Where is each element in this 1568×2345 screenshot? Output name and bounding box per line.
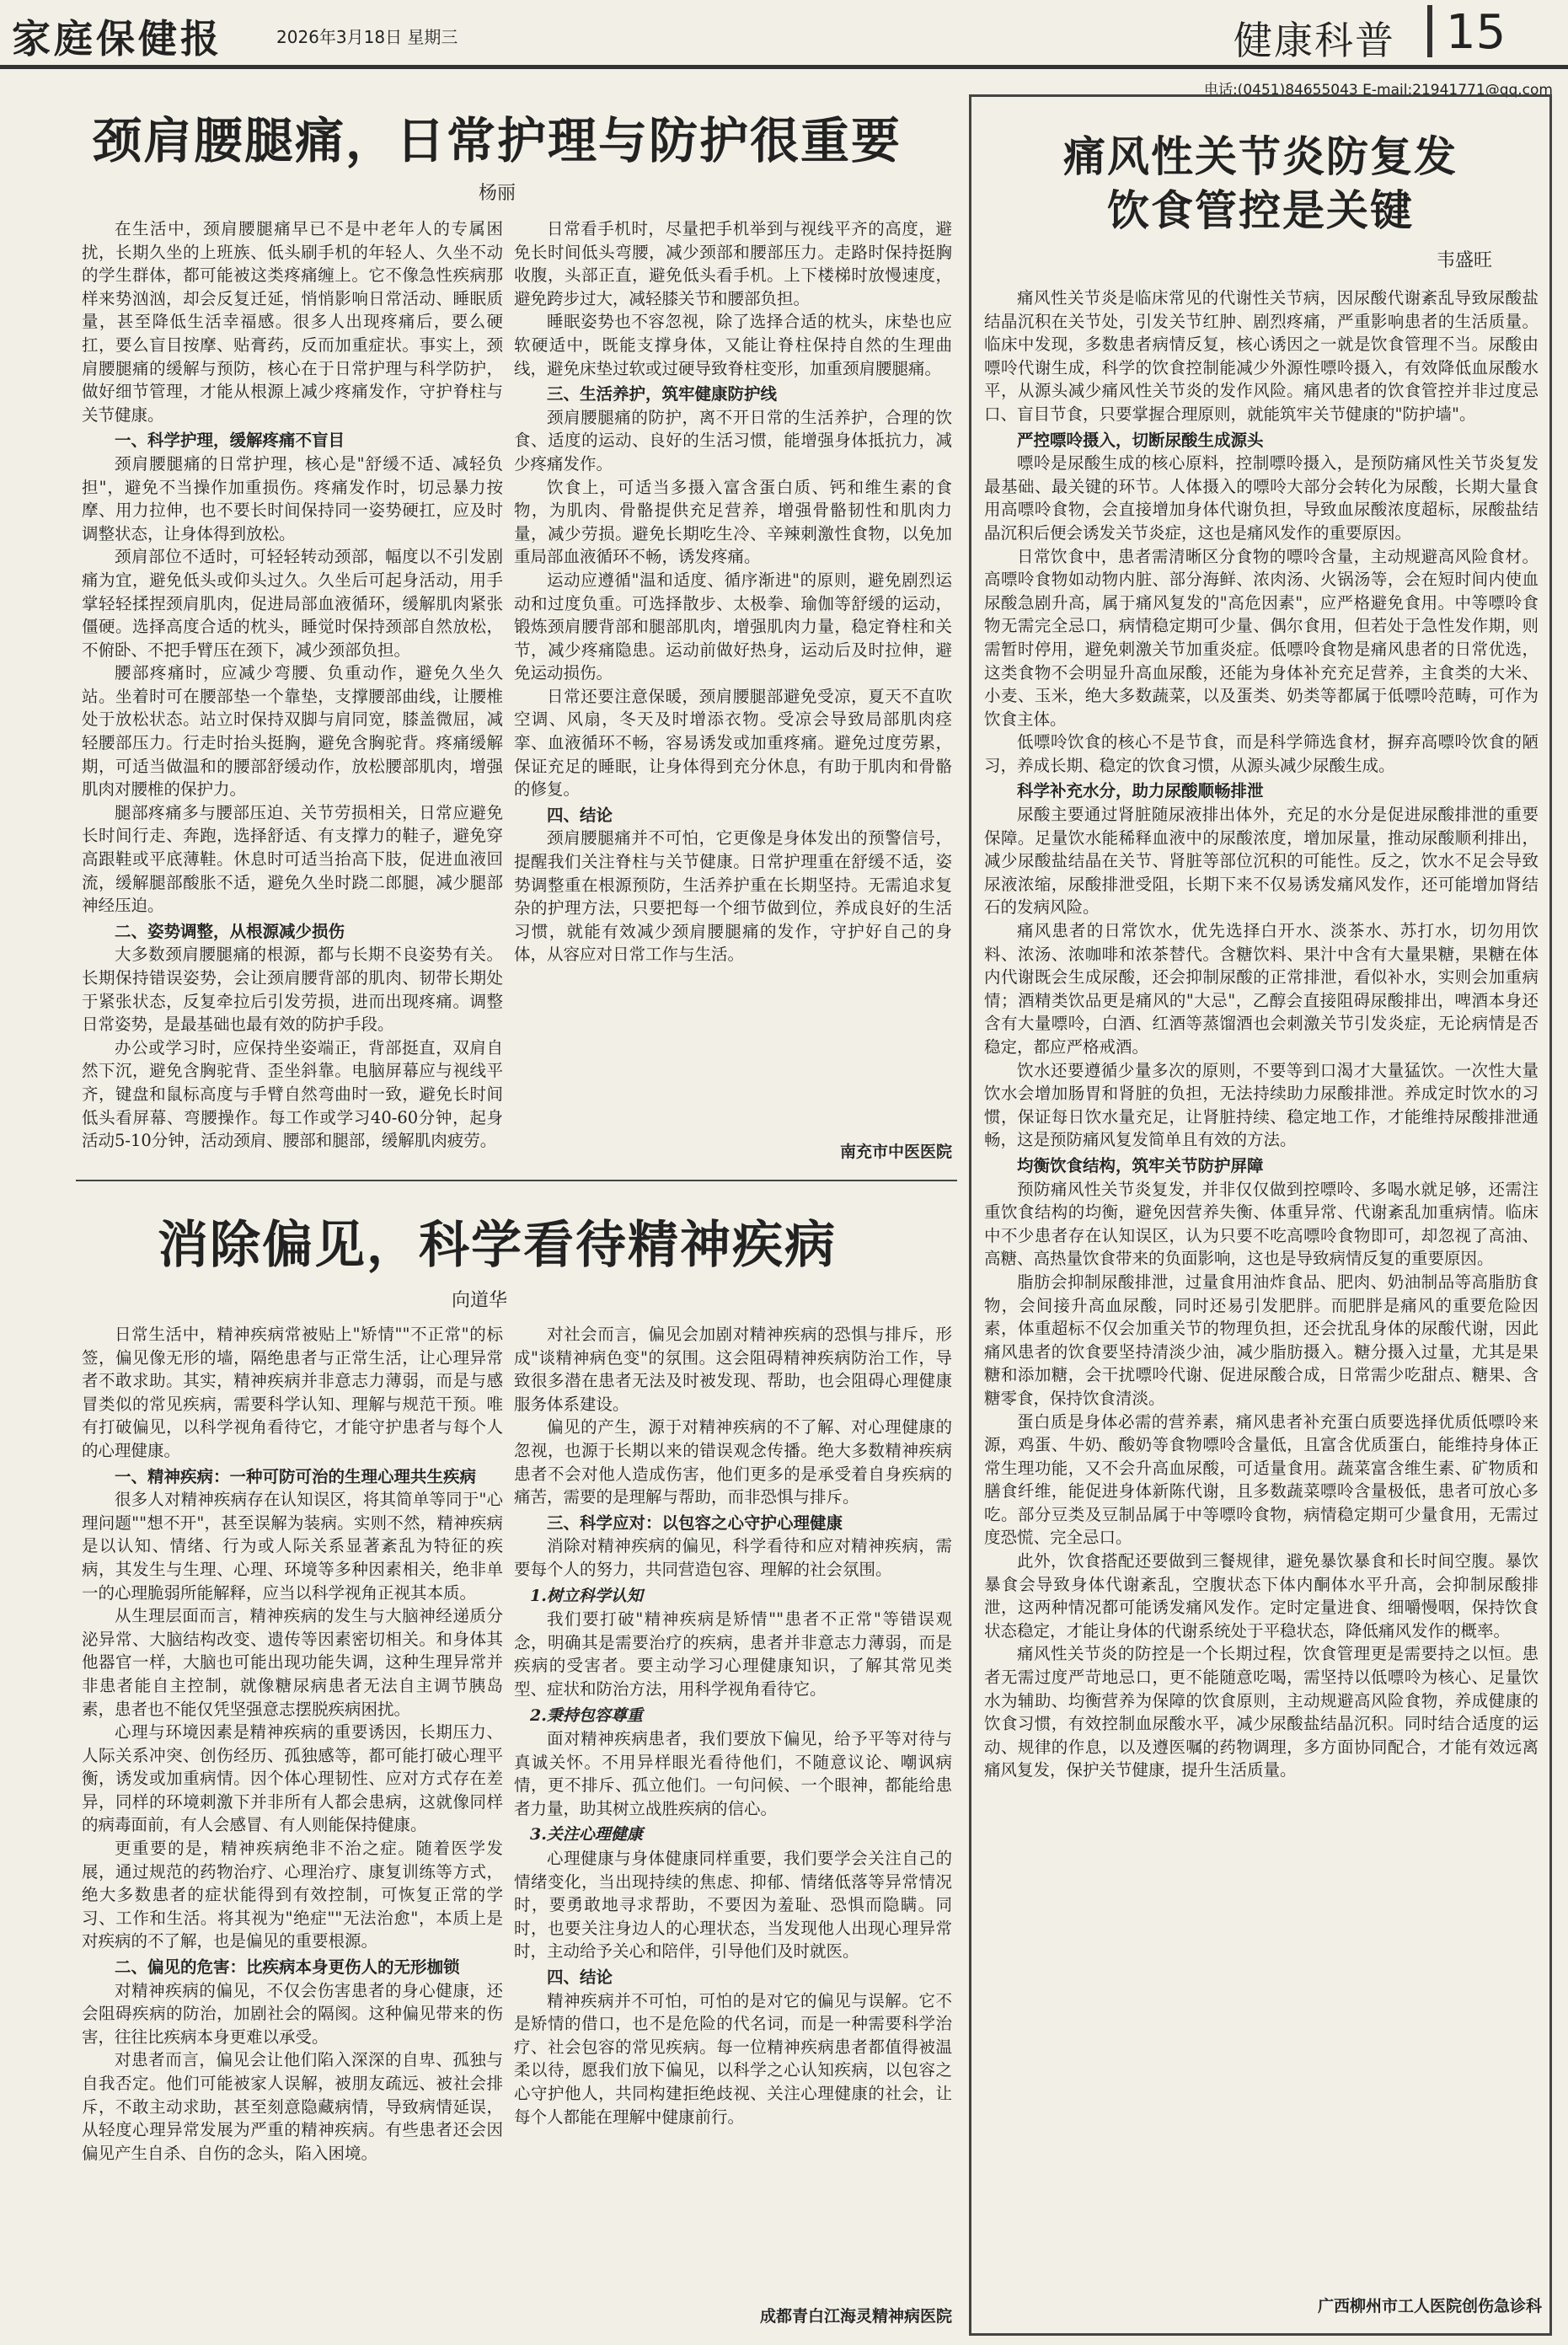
section-heading: 四、结论	[547, 805, 613, 825]
paragraph: 从生理层面而言，精神疾病的发生与大脑神经递质分泌异常、大脑结构改变、遗传等因素密切相关。和身体其他器官一样，大脑也可能出现功能失调，这种生理异常并非患者能自主控制，就像糖尿病患者无法自主调节胰岛素，患者也不能仅凭坚强意志摆脱疾病困扰。	[82, 1606, 503, 1719]
section-heading: 一、精神疾病：一种可防可治的生理心理共生疾病	[115, 1466, 477, 1486]
contact-info: 电话:(0451)84655043 E-mail:21941771@qq.com	[1203, 82, 1553, 99]
paragraph: 饮水还要遵循少量多次的原则，不要等到口渴才大量猛饮。一次性大量饮水会增加肠胃和肾脏的负担，无法持续助力尿酸排泄。养成定时饮水的习惯，保证每日饮水量充足，让肾脏持续、稳定地工作，才能维持尿酸排泄通畅，这是预防痛风复发简单且有效的方法。	[984, 1060, 1539, 1150]
paragraph: 腰部疼痛时，应减少弯腰、负重动作，避免久坐久站。坐着时可在腰部垫一个靠垫，支撑腰部曲线，让腰椎处于放松状态。站立时保持双脚与肩同宽，膝盖微屈，减轻腰部压力。行走时抬头挺胸，避免含胸驼背。疼痛缓解期，可适当做温和的腰部舒缓动作，放松腰部肌肉，增强肌肉对腰椎的保护力。	[82, 663, 503, 800]
paragraph: 心理与环境因素是精神疾病的重要诱因，长期压力、人际关系冲突、创伤经历、孤独感等，都可能打破心理平衡，诱发或加重病情。因个体心理韧性、应对方式存在差异，同样的环境刺激下并非所有人都会患病，这就像同样的病毒面前，有人会感冒、有人则能保持健康。	[82, 1722, 503, 1835]
paragraph: 颈肩腰腿痛的日常护理，核心是"舒缓不适、减轻负担"，避免不当操作加重损伤。疼痛发作时，切忌暴力按摩、用力拉伸，也不要长时间保持同一姿势硬扛，应及时调整状态，让身体得到放松。	[82, 453, 503, 543]
paragraph: 颈肩部位不适时，可轻轻转动颈部，幅度以不引发剧痛为宜，避免低头或仰头过久。久坐后可起身活动，用手掌轻轻揉捏颈肩肌肉，促进局部血液循环，缓解肌肉紧张僵硬。选择高度合适的枕头，睡觉时保持颈部自然放松，不俯卧、不把手臂压在颈下，减少颈部负担。	[82, 547, 503, 660]
paragraph: 大多数颈肩腰腿痛的根源，都与长期不良姿势有关。长期保持错误姿势，会让颈肩腰背部的肌肉、韧带长期处于紧张状态，反复牵拉后引发劳损，进而出现疼痛。调整日常姿势，是最基础也最有效的防护手段。	[82, 945, 503, 1035]
sub-heading: 2.秉持包容尊重	[530, 1705, 643, 1725]
section-heading: 均衡饮食结构，筑牢关节防护屏障	[1017, 1155, 1264, 1175]
paragraph: 低嘌呤饮食的核心不是节食，而是科学筛选食材，摒弃高嘌呤饮食的陋习，养成长期、稳定的饮食习惯，从源头减少尿酸生成。	[984, 732, 1539, 775]
paragraph: 对精神疾病的偏见，不仅会伤害患者的身心健康，还会阻碍疾病的防治，加剧社会的隔阂。这种偏见带来的伤害，往往比疾病本身更难以承受。	[82, 1980, 503, 2047]
article1-column-right	[514, 217, 952, 1153]
page-number: 15	[1446, 5, 1506, 60]
paragraph: 饮食上，可适当多摄入富含蛋白质、钙和维生素的食物，为肌肉、骨骼提供充足营养，增强骨骼韧性和肌肉力量，减少劳损。避免长期吃生冷、辛辣刺激性食物，以免加重局部血液循环不畅，诱发疼痛。	[514, 477, 952, 567]
section-title: 健康科普	[1234, 18, 1395, 63]
paragraph: 痛风性关节炎是临床常见的代谢性关节病，因尿酸代谢紊乱导致尿酸盐结晶沉积在关节处，引发关节红肿、剧烈疼痛，严重影响患者的生活质量。临床中发现，多数患者病情反复，核心诱因之一就是饮食管理不当。尿酸由嘌呤代谢生成，科学的饮食控制能减少外源性嘌呤摄入，有效降低血尿酸水平，从源头减少痛风性关节炎的发作风险。痛风患者的饮食管控并非过度忌口、盲目节食，只要掌握合理原则，就能筑牢关节健康的"防护墙"。	[984, 288, 1539, 424]
paragraph: 办公或学习时，应保持坐姿端正，背部挺直，双肩自然下沉，避免含胸驼背、歪坐斜靠。电脑屏幕应与视线平齐，键盘和鼠标高度与手臂自然弯曲时一致，避免长时间低头看屏幕、弯腰操作。每工作或学习40-60分钟，起身活动5-10分钟，活动颈肩、腰部和腿部，缓解肌肉疲劳。	[82, 1037, 503, 1151]
article3-source: 广西柳州市工人医院创伤急诊科	[1317, 2297, 1542, 2316]
paragraph: 很多人对精神疾病存在认知误区，将其简单等同于"心理问题""想不开"，甚至误解为装病。实则不然，精神疾病是以认知、情绪、行为或人际关系显著紊乱为特征的疾病，其发生与生理、心理、环境等多种因素相关，绝非单一的心理脆弱所能解释，应当以科学视角正视其本质。	[82, 1490, 503, 1603]
paragraph: 腿部疼痛多与腰部压迫、关节劳损相关，日常应避免长时间行走、奔跑，选择舒适、有支撑力的鞋子，避免穿高跟鞋或平底薄鞋。休息时可适当抬高下肢，促进血液回流，缓解腿部酸胀不适，避免久坐时跷二郎腿，减少腿部神经压迫。	[82, 802, 503, 916]
paragraph: 对社会而言，偏见会加剧对精神疾病的恐惧与排斥，形成"谈精神病色变"的氛围。这会阻碍精神疾病防治工作，导致很多潜在患者无法及时被发现、帮助，也会阻碍心理健康服务体系建设。	[514, 1325, 952, 1414]
paragraph: 心理健康与身体健康同样重要，我们要学会关注自己的情绪变化，当出现持续的焦虑、抑郁、情绪低落等异常情况时，要勇敢地寻求帮助，不要因为羞耻、恐惧而隐瞒。同时，也要关注身边人的心理状态，当发现他人出现心理异常时，主动给予关心和陪伴，引导他们及时就医。	[514, 1849, 952, 1962]
paragraph: 颈肩腰腿痛并不可怕，它更像是身体发出的预警信号，提醒我们关注脊柱与关节健康。日常护理重在舒缓不适，姿势调整重在根源预防，生活养护重在长期坚持。无需追求复杂的护理方法，只要把每一个细节做到位，养成良好的生活习惯，就能有效减少颈肩腰腿痛的发作，守护好自己的身体，从容应对日常工作与生活。	[514, 828, 952, 965]
sub-heading: 1.树立科学认知	[530, 1586, 643, 1605]
paragraph: 精神疾病并不可怕，可怕的是对它的偏见与误解。它不是矫情的借口，也不是危险的代名词，而是一种需要科学治疗、社会包容的常见疾病。每一位精神疾病患者都值得被温柔以待，愿我们放下偏见，以科学之心认知疾病，以包容之心守护他人，共同构建拒绝歧视、关注心理健康的社会，让每个人都能在理解中健康前行。	[514, 1990, 952, 2127]
paragraph: 蛋白质是身体必需的营养素，痛风患者补充蛋白质要选择优质低嘌呤来源，鸡蛋、牛奶、酸奶等食物嘌呤含量低，且富含优质蛋白，能维持身体正常生理功能，又不会升高血尿酸，可适量食用。蔬菜富含维生素、矿物质和膳食纤维，能促进身体新陈代谢，且多数蔬菜嘌呤含量极低，患者可放心多吃。部分豆类及豆制品属于中等嘌呤食物，病情稳定期可少量食用，无需过度恐慌、完全忌口。	[984, 1411, 1539, 1548]
paragraph: 痛风患者的日常饮水，优先选择白开水、淡茶水、苏打水，切勿用饮料、浓汤、浓咖啡和浓茶替代。含糖饮料、果汁中含有大量果糖，果糖在体内代谢既会生成尿酸，还会抑制尿酸的正常排泄，看似补水，实则会加重病情；酒精类饮品更是痛风的"大忌"，乙醇会直接阻碍尿酸排出，啤酒本身还含有大量嘌呤，白酒、红酒等蒸馏酒也会刺激关节引发炎症，无论病情是否稳定，都应严格戒酒。	[984, 921, 1539, 1057]
paragraph: 偏见的产生，源于对精神疾病的不了解、对心理健康的忽视，也源于长期以来的错误观念传播。绝大多数精神疾病患者不会对他人造成伤害，他们更多的是承受着自身疾病的痛苦，需要的是理解与帮助，而非恐惧与排斥。	[514, 1417, 952, 1507]
paragraph: 日常看手机时，尽量把手机举到与视线平齐的高度，避免长时间低头弯腰，减少颈部和腰部压力。走路时保持挺胸收腹，头部正直，避免低头看手机。上下楼梯时放慢速度，避免跨步过大，减轻膝关节和腰部负担。	[514, 219, 952, 308]
section-heading: 三、科学应对：以包容之心守护心理健康	[547, 1512, 843, 1533]
section-divider	[76, 1180, 957, 1181]
masthead-divider	[1427, 5, 1432, 57]
article3-body	[984, 286, 1539, 2292]
article1-column-left	[82, 217, 503, 1168]
paragraph: 更重要的是，精神疾病绝非不治之症。随着医学发展，通过规范的药物治疗、心理治疗、康复训练等方式，绝大多数患者的症状能得到有效控制，可恢复正常的学习、工作和生活。将其视为"绝症""无法治愈"，本质上是对疾病的不了解，也是偏见的重要根源。	[82, 1839, 503, 1951]
article2-author: 向道华	[452, 1290, 508, 1311]
paragraph: 在生活中，颈肩腰腿痛早已不是中老年人的专属困扰，长期久坐的上班族、低头刷手机的年轻人、久坐不动的学生群体，都可能被这类疼痛缠上。它不像急性疾病那样来势汹汹，却会反复迁延，悄悄影响日常活动、睡眠质量，甚至降低生活幸福感。很多人出现疼痛后，要么硬扛，要么盲目按摩、贴膏药，反而加重症状。事实上，颈肩腰腿痛的缓解与预防，核心在于日常护理与科学防护，做好细节管理，才能从根源上减少疼痛发作，守护脊柱与关节健康。	[82, 219, 503, 425]
paragraph: 运动应遵循"温和适度、循序渐进"的原则，避免剧烈运动和过度负重。可选择散步、太极拳、瑜伽等舒缓的运动，锻炼颈肩腰背部和腿部肌肉，增强肌肉力量，稳定脊柱和关节，减少疼痛隐患。运动前做好热身，运动后及时拉伸，避免运动损伤。	[514, 570, 952, 683]
paragraph: 此外，饮食搭配还要做到三餐规律，避免暴饮暴食和长时间空腹。暴饮暴食会导致身体代谢紊乱，空腹状态下体内酮体水平升高，会抑制尿酸排泄，这两种情况都可能诱发痛风发作。定时定量进食、细嚼慢咽，保持饮食状态稳定，才能让身体的代谢系统处于平稳状态，降低痛风发作的概率。	[984, 1551, 1539, 1641]
paper-name: 家庭保健报	[12, 16, 222, 62]
article3-title-line2: 饮食管控是关键	[1107, 185, 1414, 235]
article2-title: 消除偏见，科学看待精神疾病	[158, 1216, 837, 1275]
article3-title-line1: 痛风性关节炎防复发	[1063, 131, 1458, 181]
article1-author: 杨丽	[479, 183, 516, 204]
article2-column-left	[82, 1323, 503, 2334]
paragraph: 脂肪会抑制尿酸排泄，过量食用油炸食品、肥肉、奶油制品等高脂肪食物，会间接升高血尿酸，同时还易引发肥胖。而肥胖是痛风的重要危险因素，体重超标不仅会加重关节的物理负担，还会扰乱身体的尿酸代谢，因此痛风患者的饮食要坚持清淡少油，减少脂肪摄入。糖分摄入过量，尤其是果糖和添加糖，会干扰嘌呤代谢、促进尿酸合成，日常需少吃甜点、糖果、含糖零食，保持饮食清淡。	[984, 1272, 1539, 1408]
paragraph: 日常饮食中，患者需清晰区分食物的嘌呤含量，主动规避高风险食材。高嘌呤食物如动物内脏、部分海鲜、浓肉汤、火锅汤等，会在短时间内使血尿酸急剧升高，属于痛风复发的"高危因素"，应严格避免食用。中等嘌呤食物无需完全忌口，病情稳定期可少量、偶尔食用，但若处于急性发作期，则需暂时停用，避免刺激关节加重炎症。低嘌呤食物是痛风患者的日常优选，这类食物不会明显升高血尿酸，还能为身体补充充足营养，主食类的大米、小麦、玉米，绝大多数蔬菜，以及蛋类、奶类等都属于低嘌呤范畴，可作为饮食主体。	[984, 546, 1539, 729]
paragraph: 面对精神疾病患者，我们要放下偏见，给予平等对待与真诚关怀。不用异样眼光看待他们，不随意议论、嘲讽病情，更不排斥、孤立他们。一句问候、一个眼神，都能给患者力量，助其树立战胜疾病的信心。	[514, 1729, 952, 1818]
paragraph: 尿酸主要通过肾脏随尿液排出体外，充足的水分是促进尿酸排泄的重要保障。足量饮水能稀释血液中的尿酸浓度，增加尿量，推动尿酸顺利排出，减少尿酸盐结晶在关节、肾脏等部位沉积的可能性。反之，饮水不足会导致尿液浓缩，尿酸排泄受阻，长期下来不仅易诱发痛风发作，还可能增加肾结石的发病风险。	[984, 805, 1539, 918]
paragraph: 颈肩腰腿痛的防护，离不开日常的生活养护，合理的饮食、适度的运动、良好的生活习惯，能增强身体抵抗力，减少疼痛发作。	[514, 407, 952, 474]
paragraph: 日常还要注意保暖，颈肩腰腿部避免受凉，夏天不直吹空调、风扇，冬天及时增添衣物。受凉会导致局部肌肉痉挛、血液循环不畅，容易诱发或加重疼痛。避免过度劳累，保证充足的睡眠，让身体得到充分休息，有助于肌肉和骨骼的修复。	[514, 686, 952, 800]
section-heading: 四、结论	[547, 1968, 613, 1988]
article1-title: 颈肩腰腿痛，日常护理与防护很重要	[92, 112, 902, 169]
paragraph: 对患者而言，偏见会让他们陷入深深的自卑、孤独与自我否定。他们可能被家人误解，被朋友疏远、被社会排斥，不敢主动求助，甚至刻意隐藏病情，导致病情延误，从轻度心理异常发展为严重的精神疾病。有些患者还会因偏见产生自杀、自伤的念头，陷入困境。	[82, 2050, 503, 2163]
section-heading: 二、姿势调整，从根源减少损伤	[115, 921, 345, 941]
section-heading: 科学补充水分，助力尿酸顺畅排泄	[1017, 781, 1264, 801]
sub-heading: 3.关注心理健康	[530, 1825, 643, 1844]
paragraph: 嘌呤是尿酸生成的核心原料，控制嘌呤摄入，是预防痛风性关节炎复发最基础、最关键的环节。人体摄入的嘌呤大部分会转化为尿酸，长期大量食用高嘌呤食物，会直接增加身体代谢负担，导致血尿酸浓度超标，尿酸盐结晶沉积后便会诱发关节炎症，这也是痛风发作的重要原因。	[984, 453, 1539, 543]
section-heading: 严控嘌呤摄入，切断尿酸生成源头	[1017, 430, 1264, 450]
paragraph: 日常生活中，精神疾病常被贴上"矫情""不正常"的标签，偏见像无形的墙，隔绝患者与正常生活，让心理异常者不敢求助。其实，精神疾病并非意志力薄弱，而是与感冒类似的常见疾病，需要科学认知、理解与规范干预。唯有打破偏见，以科学视角看待它，才能守护患者与每个人的心理健康。	[82, 1325, 503, 1460]
issue-date: 2026年3月18日 星期三	[276, 27, 458, 47]
paragraph: 睡眠姿势也不容忽视，除了选择合适的枕头，床垫也应软硬适中，既能支撑身体，又能让脊柱保持自然的生理曲线，避免床垫过软或过硬导致脊柱变形，加重颈肩腰腿痛。	[514, 312, 952, 378]
section-heading: 二、偏见的危害：比疾病本身更伤人的无形枷锁	[115, 1957, 460, 1978]
article2-column-right	[514, 1323, 952, 2300]
section-heading: 三、生活养护，筑牢健康防护线	[547, 384, 778, 404]
paragraph: 预防痛风性关节炎复发，并非仅仅做到控嘌呤、多喝水就足够，还需注重饮食结构的均衡，避免因营养失衡、体重异常、代谢紊乱加重病情。临床中不少患者存在认知误区，认为只要不吃高嘌呤食物即可，却忽视了高油、高糖、高热量饮食带来的负面影响，这也是导致病情反复的重要原因。	[984, 1179, 1539, 1269]
article2-source: 成都青白江海灵精神病医院	[759, 2307, 952, 2326]
article1-source: 南充市中医医院	[839, 1143, 952, 1161]
masthead	[0, 0, 1568, 69]
section-heading: 一、科学护理，缓解疼痛不盲目	[115, 431, 345, 451]
paragraph: 消除对精神疾病的偏见，科学看待和应对精神疾病，需要每个人的努力，共同营造包容、理解的社会氛围。	[514, 1536, 952, 1579]
paragraph: 痛风性关节炎的防控是一个长期过程，饮食管理更是需要持之以恒。患者无需过度严苛地忌口，更不能随意吃喝，需坚持以低嘌呤为核心、足量饮水为辅助、均衡营养为保障的饮食原则，主动规避高风险食物，养成健康的饮食习惯，有效控制血尿酸水平，减少尿酸盐结晶沉积。同时结合适度的运动、规律的作息，以及遵医嘱的药物调理，多方面协同配合，才能有效远离痛风复发，保护关节健康，提升生活质量。	[984, 1644, 1539, 1780]
paragraph: 我们要打破"精神疾病是矫情""患者不正常"等错误观念，明确其是需要治疗的疾病，患者并非意志力薄弱，而是疾病的受害者。要主动学习心理健康知识，了解其常见类型、症状和防治方法，用科学视角看待它。	[514, 1609, 952, 1699]
article3-author: 韦盛旺	[1437, 250, 1493, 271]
